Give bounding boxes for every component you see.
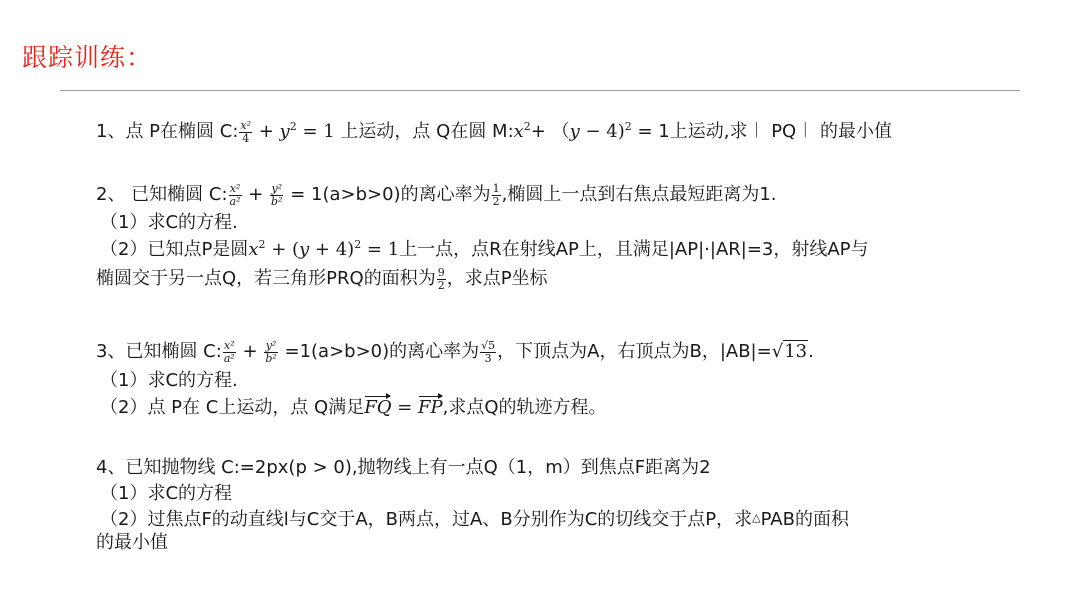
problem-2-part-1: （1）求C的方程. xyxy=(100,212,238,233)
problem-2-part-2: （2）已知点P是圆$x^2 + (y + 4)^2 = 1$上一点，点R在射线AP上，且满足|AP|·|AR|=3，射线AP与 xyxy=(100,238,869,260)
problem-3-part-1: （1）求C的方程. xyxy=(100,370,238,391)
problem-2-part-2-cont: 椭圆交于另一点Q，若三角形PRQ的面积为 $\frac{9}{2}$ ，求点P坐标 xyxy=(96,265,548,292)
problem-1: 1、点 P在椭圆 C: $\frac{\text{x²}}{4}$ + $y^2 = 1$ 上运动，点 Q在圆 $M:x^2+ (y - 4)^2 = 1$上运动,求︱ PQ︱ 的最小值 xyxy=(96,118,892,145)
fraction: $\frac{\text{x²}}{\text{a²}}$ xyxy=(229,181,241,208)
fraction: $\frac{√5}{3}$ xyxy=(481,338,496,365)
problem-3: 3、已知椭圆 C: $\frac{\text{x²}}{\text{a²}}$ + $\frac{\text{y²}}{\text{b²}}$ =1(a>b>0)的离心率为 $\frac{√5}{3}$ ，下顶点为A，右顶点为B，|AB|=√13. xyxy=(96,338,814,365)
problem-3-part-2: （2）点 P在 C上运动，点 Q满足FQ = FP,求点Q的轨迹方程。 xyxy=(100,395,607,421)
fraction: $\frac{\text{y²}}{\text{b²}}$ xyxy=(265,338,277,365)
problem-4: 4、已知抛物线 C:=2px(p > 0),抛物线上有一点Q（1，m）到焦点F距离为2 xyxy=(96,457,711,478)
page-title: 跟踪训练： xyxy=(22,43,153,72)
problem-4-part-1: （1）求C的方程 xyxy=(100,483,233,504)
title-divider xyxy=(60,90,1020,91)
fraction: $\frac{\text{x²}}{4}$ xyxy=(240,118,252,145)
triangle-symbol: △ xyxy=(752,511,761,524)
fraction: $\frac{\text{x²}}{\text{a²}}$ xyxy=(223,338,235,365)
square-root: √13 xyxy=(771,341,808,362)
fraction: $\frac{1}{2}$ xyxy=(492,181,500,208)
fraction: $\frac{\text{y²}}{\text{b²}}$ xyxy=(271,181,283,208)
vector-fp: FP xyxy=(418,395,443,421)
fraction: $\frac{9}{2}$ xyxy=(437,265,445,292)
problem-4-part-2: （2）过焦点F的动直线l与C交于A，B两点，过A、B分别作为C的切线交于点P，求△PAB的面积 xyxy=(100,509,849,530)
problem-4-part-2-cont: 的最小值 xyxy=(96,532,168,553)
vector-fq: FQ xyxy=(364,395,391,421)
problem-2: 2、 已知椭圆 C: $\frac{\text{x²}}{\text{a²}}$ + $\frac{\text{y²}}{\text{b²}}$ = 1(a>b>0)的离心率为 $\frac{1}{2}$ ,椭圆上一点到右焦点最短距离为1. xyxy=(96,181,777,208)
